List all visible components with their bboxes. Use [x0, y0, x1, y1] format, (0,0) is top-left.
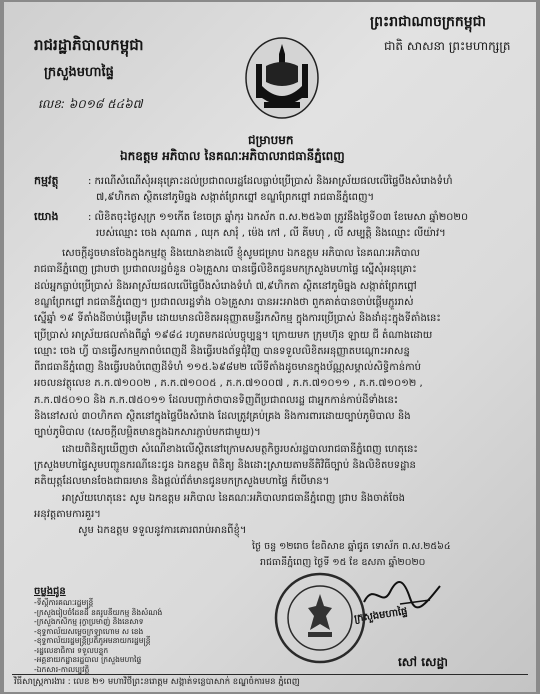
subject-label: កម្មវត្ថុ	[34, 174, 59, 187]
ministry-name: ក្រសួងមហាផ្ទៃ	[44, 65, 114, 80]
solar-date: រាជធានីភ្នំពេញ ថ្ងៃទី ១៥ ខែ ឧសភា ឆ្នាំ២០២០	[260, 557, 426, 568]
cc-item: -ទីស្តីការគណៈរដ្ឋមន្ត្រី	[34, 598, 94, 607]
body-line: ស្នើឆ្នាំ ១៩ ទីតាំងដីចាប់ផ្តើមត្រឹម ដោយមានលិខិតអនុញ្ញាតមន្ទីរកសិកម្ម ក្នុងការប្រើប្រាស់ និងដាំដុះក្នុងទីតាំងនេះ	[34, 313, 441, 325]
lunar-date: ថ្ងៃ ចន្ទ ១២រោច ខែពិសាខ ឆ្នាំជូត ទោស័ក ព.ស.២៥៦៤	[252, 541, 451, 552]
body-line: អនុវត្តតាមការគួរ។	[34, 508, 101, 520]
seal-text: ក្រសួងមហាផ្ទៃ	[353, 606, 409, 625]
body-line: ដល់អ្នកធ្លាប់ប្រើប្រាស់ និងអាស្រ័យផលលើផ្ទៃបឹងសំរោងទំហំ ៧,៩ហិកតា ស្ថិតនៅភូមិធ្នង សង្កាត់ព្រែកព្នៅ	[34, 280, 417, 292]
body-line: រាជធានីភ្នំពេញ ជ្រាបថា ប្រជាពលរដ្ឋចំនួន ០៦គ្រួសារ បានធ្វើលិខិតជូនមកក្រសួងមហាផ្ទៃ ស្នើសុំអនុគ្រោះ	[34, 264, 417, 276]
national-motto: ជាតិ សាសនា ព្រះមហាក្សត្រ	[384, 39, 511, 53]
royal-emblem-icon	[242, 36, 322, 122]
subject-line-1: : ករណីសំណើសុំអនុគ្រោះដល់ប្រជាពលរដ្ឋដែលធ្លាប់ប្រើប្រាស់ និងអាស្រ័យផលលើផ្ទៃបឹងសំរោងទំហំ	[88, 176, 453, 187]
cc-item: -ក្រសួងកសិកម្ម រុក្ខាប្រមាញ់ និងនេសាទ	[34, 617, 144, 626]
body-line: និងនៅសល់ ៣០ហិកតា ស្ថិតនៅក្នុងផ្ទៃបឹងសំរោង ដែលត្រូវគ្រប់គ្រង និងការពារដោយច្បាប់ភូមិបាល និង	[34, 411, 411, 422]
reference-label: យោង	[34, 210, 59, 223]
reference-line-1: : លិខិតចុះថ្ងៃសុក្រ ១១កើត ខែចេត្រ ឆ្នាំកុរ ឯកស័ក ព.ស.២៥៦៣ ត្រូវនឹងថ្ងៃទី០៣ ខែមេសា ឆ្នាំ២០២០	[88, 212, 469, 223]
document-page	[4, 2, 536, 692]
body-line: ខណ្ឌព្រែកព្នៅ រាជធានីភ្នំពេញ។ ប្រជាពលរដ្ឋទាំង ០៦គ្រួសារ បានអះអាងថា ពួកគាត់បានចាប់ផ្តើមភ្ជួររាស់	[34, 296, 414, 308]
footer-divider	[12, 674, 528, 675]
cc-item: -ខុទ្ទកាល័យសម្តេចក្រឡាហោម ស ខេង	[34, 626, 144, 636]
cc-item: -ក្រសួងរៀបចំដែនដី នគរូបនីយកម្ម និងសំណង់	[34, 607, 163, 617]
subject-line-2: ៧,៩ហិកតា ស្ថិតនៅភូមិធ្នង សង្កាត់ព្រែកព្នៅ ខណ្ឌព្រែកព្នៅ រាជធានីភ្នំពេញ។	[96, 192, 375, 203]
body-line: គតិយុត្តដែលមានចែងជាធរមាន និងផ្តល់ព័ត៌មានជូនមកក្រសួងមហាផ្ទៃ ក៏បើមាន។	[34, 476, 330, 488]
body-line: ច្បាប់ភូមិបាល (សេចក្តីលម្អិតមានក្នុងឯកសារភ្ជាប់មកជាមួយ)។	[34, 427, 261, 439]
cc-item: -រដ្ឋលេខាធិការ ទទួលបន្ទុក	[34, 645, 109, 655]
cc-title: ចម្លងជូន	[34, 586, 66, 597]
body-line: ពីរាជធានីភ្នំពេញ និងធ្វើរបងបំពេញដីទំហំ ១១៥.៦៩៨ម២ លើទីតាំងដូចមានក្នុងប័ណ្ណសម្គាល់សិទ្ធិកាន់កាប់	[34, 362, 421, 374]
body-line: ឈ្មោះ ចេង ហ្វី បានធ្វើសកម្មភាពបំពេញដី និងធ្វើរបងព័ទ្ធជុំវិញ បានទទួលលិខិតអនុញ្ញាតបណ្តោះអាសន្ន	[34, 345, 410, 357]
government-name: រាជរដ្ឋាភិបាលកម្ពុជា	[34, 36, 144, 54]
body-line: ក្រសួងមហាផ្ទៃសូមបញ្ជូនករណីនេះជូន ឯកឧត្តម ពិនិត្យ និងដោះស្រាយតាមនីតិវិធីច្បាប់ និងលិខិតបទដ្ឋាន	[34, 459, 416, 471]
body-line: ដោយពិនិត្យឃើញថា សំណើខាងលើស្ថិតនៅក្រោមសមត្ថកិច្ចរបស់រដ្ឋបាលរាជធានីភ្នំពេញ ហេតុនេះ	[62, 443, 418, 455]
body-line: អចលនវត្ថុលេខ ភ.ក.៧១០០២ , ភ.ក.៧១០០៥ , ភ.ក.៧១០០៧ , ភ.ក.៧១០១១ , ភ.ក.៧១០១២ ,	[34, 378, 423, 390]
cc-item: -ខុទ្ទកាល័យរដ្ឋមន្ត្រីប្រតិភូអមនាយករដ្ឋមន្ត្រី	[34, 636, 151, 645]
kingdom-title: ព្រះរាជាណាចក្រកម្ពុជា	[370, 14, 487, 30]
footer-address: វិធីសាស្រ្តការងារ : លេខ ២១ មហាវិថីព្រះនរោត្តម សង្កាត់ទន្លេបាសាក់ ខណ្ឌចំការមន ភ្នំពេញ	[14, 677, 300, 687]
cc-item: -អគ្គនាយកដ្ឋានរដ្ឋបាល ក្រសួងមហាផ្ទៃ	[34, 655, 142, 664]
signer-name: សៅ សេដ្ឋា	[398, 655, 448, 669]
cc-item: -ឯកសារ-កាលប្បវត្តិ	[34, 664, 90, 674]
body-line: សេចក្តីដូចមានចែងក្នុងកម្មវត្ថុ និងយោងខាងលើ ខ្ញុំសូមជម្រាប ឯកឧត្តម អភិបាល នៃគណៈអភិបាល	[62, 248, 420, 259]
reference-line-2: របស់ឈ្មោះ ចេង សុណាត , ឈុក សារុំ , ម៉េង កៅ , លី គីមហុ , លី សម្បត្តិ និងឈ្មោះ លីយ៉ាវ។	[96, 228, 446, 239]
greeting-line: ជម្រាបមក	[248, 133, 294, 147]
signature-icon	[360, 574, 444, 614]
body-line: ភ.ក.៧៥០១០ និង ភ.ក.៧៥០១១ ដែលបញ្ជាក់ថាបានទិញពីប្រជាពលរដ្ឋ ជាអ្នកកាន់កាប់ដីទាំងនេះ	[34, 394, 399, 406]
letter-number: លេខ: ៦០១៨ ៥៤៦៧	[38, 97, 143, 111]
recipient-line: ឯកឧត្តម អភិបាល នៃគណៈអភិបាលរាជធានីភ្នំពេញ	[120, 149, 345, 163]
body-line: អាស្រ័យហេតុនេះ សូម ឯកឧត្តម អភិបាល នៃគណៈអភិបាលរាជធានីភ្នំពេញ ជ្រាប និងចាត់ចែង	[62, 492, 406, 504]
body-line: ប្រើប្រាស់ អាស្រ័យផលតាំងពីឆ្នាំ ១៩៨៤ រហូតមកដល់បច្ចុប្បន្ន។ ក្រោយមក ក្រុមហ៊ុន ឡាយ ជី តំណាងដោយ	[34, 329, 433, 341]
body-line: សូម ឯកឧត្តម ទទួលនូវការគោរពរាប់អានពីខ្ញុំ។	[78, 525, 247, 537]
